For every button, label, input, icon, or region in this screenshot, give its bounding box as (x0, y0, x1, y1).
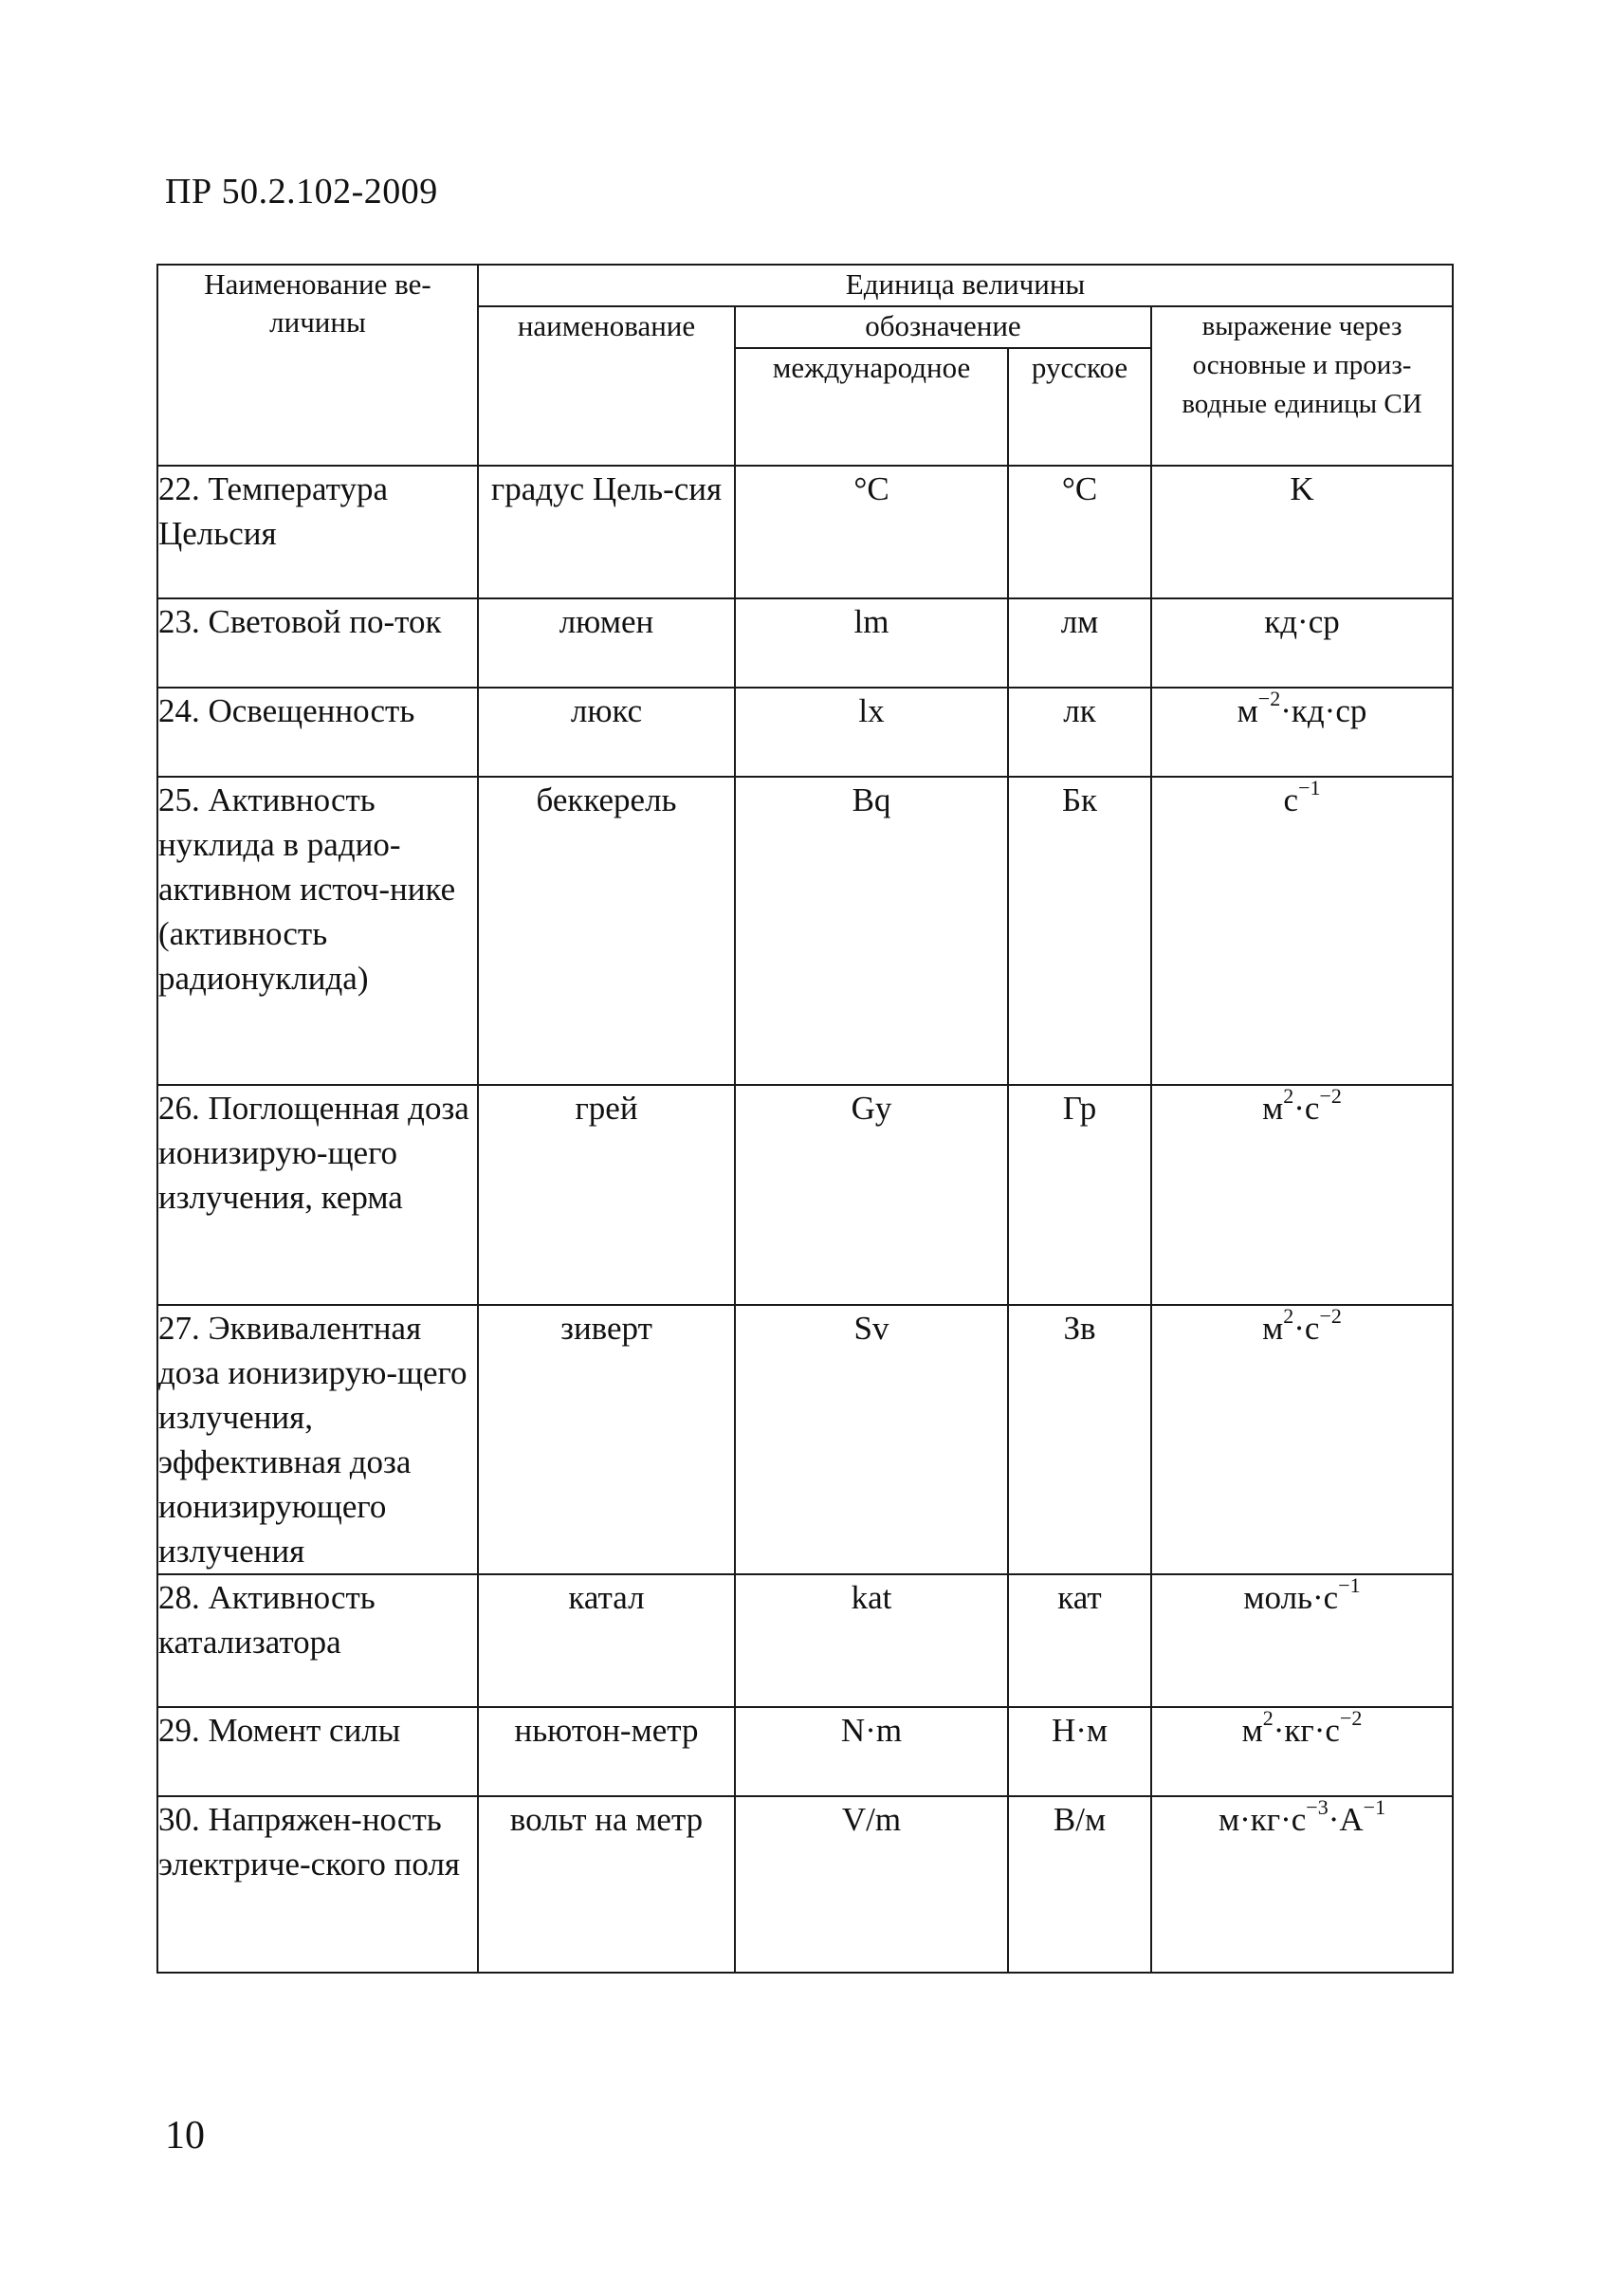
table-row (157, 1574, 1453, 1707)
table-row (157, 1796, 1453, 1973)
unit-name-cell: зиверт (478, 1305, 735, 1574)
intl-symbol-cell: Gy (735, 1085, 1008, 1305)
si-expression-cell: $с^{-1}$ (1151, 777, 1453, 1085)
quantity-cell: 26. Поглощенная доза ионизирую-щего излучения, керма (157, 1085, 478, 1305)
rus-symbol-cell: В/м (1008, 1796, 1151, 1973)
unit-name-cell: градус Цель-сия (478, 466, 735, 598)
rus-symbol-cell: лк (1008, 688, 1151, 777)
intl-symbol-cell: Bq (735, 777, 1008, 1085)
table-row (157, 466, 1453, 598)
unit-name-cell: люкс (478, 688, 735, 777)
header-unit-name: наименование (478, 306, 735, 466)
quantity-cell: 24. Освещенность (157, 688, 478, 777)
header-international: международное (735, 348, 1008, 466)
rus-symbol-cell: лм (1008, 598, 1151, 688)
si-expression-cell: $моль\cdot с^{-1}$ (1151, 1574, 1453, 1707)
unit-name-cell: вольт на метр (478, 1796, 735, 1973)
rus-symbol-cell: Бк (1008, 777, 1151, 1085)
rus-symbol-cell: Гр (1008, 1085, 1151, 1305)
units-table (156, 264, 1454, 1974)
unit-name-cell: катал (478, 1574, 735, 1707)
unit-name-cell: люмен (478, 598, 735, 688)
quantity-cell: 29. Момент силы (157, 1707, 478, 1796)
si-expression-cell: $м\cdot кг\cdot с^{-3}\cdot А^{-1}$ (1151, 1796, 1453, 1973)
page-number: 10 (165, 2114, 205, 2158)
si-expression-cell: $м^2\cdot с^{-2}$ (1151, 1305, 1453, 1574)
document-code: ПР 50.2.102-2009 (165, 172, 438, 211)
quantity-cell: 28. Активность катализатора (157, 1574, 478, 1707)
table-row (157, 777, 1453, 1085)
si-expression-cell: K (1151, 466, 1453, 598)
rus-symbol-cell: кат (1008, 1574, 1151, 1707)
unit-name-cell: беккерель (478, 777, 735, 1085)
table-row (157, 598, 1453, 688)
rus-symbol-cell: °С (1008, 466, 1151, 598)
quantity-cell: 22. Температура Цельсия (157, 466, 478, 598)
rus-symbol-cell: Зв (1008, 1305, 1151, 1574)
si-expression-cell: $м^2\cdot кг\cdot с^{-2}$ (1151, 1707, 1453, 1796)
header-quantity: Наименование ве-личины (157, 265, 478, 466)
si-expression-cell: кд·ср (1151, 598, 1453, 688)
quantity-cell: 23. Световой по-ток (157, 598, 478, 688)
header-expression: выражение через основные и произ-водные единицы СИ (1151, 306, 1453, 466)
header-russian: русское (1008, 348, 1151, 466)
intl-symbol-cell: N·m (735, 1707, 1008, 1796)
intl-symbol-cell: lx (735, 688, 1008, 777)
intl-symbol-cell: V/m (735, 1796, 1008, 1973)
intl-symbol-cell: lm (735, 598, 1008, 688)
intl-symbol-cell: kat (735, 1574, 1008, 1707)
si-expression-cell: $м^{-2}\cdot кд\cdot ср$ (1151, 688, 1453, 777)
intl-symbol-cell: °C (735, 466, 1008, 598)
quantity-cell: 27. Эквивалентная доза ионизирую-щего излучения, эффективная доза ионизирующего излучения (157, 1305, 478, 1574)
header-unit: Единица величины (478, 265, 1453, 306)
unit-name-cell: ньютон-метр (478, 1707, 735, 1796)
header-designation: обозначение (735, 306, 1151, 348)
quantity-cell: 25. Активность нуклида в радио-активном источ-нике (активность радионуклида) (157, 777, 478, 1085)
rus-symbol-cell: Н·м (1008, 1707, 1151, 1796)
unit-name-cell: грей (478, 1085, 735, 1305)
table-row (157, 1707, 1453, 1796)
intl-symbol-cell: Sv (735, 1305, 1008, 1574)
table-row (157, 1085, 1453, 1305)
si-expression-cell: $м^2\cdot с^{-2}$ (1151, 1085, 1453, 1305)
table-row (157, 688, 1453, 777)
quantity-cell: 30. Напряжен-ность электриче-ского поля (157, 1796, 478, 1973)
table-row (157, 1305, 1453, 1574)
